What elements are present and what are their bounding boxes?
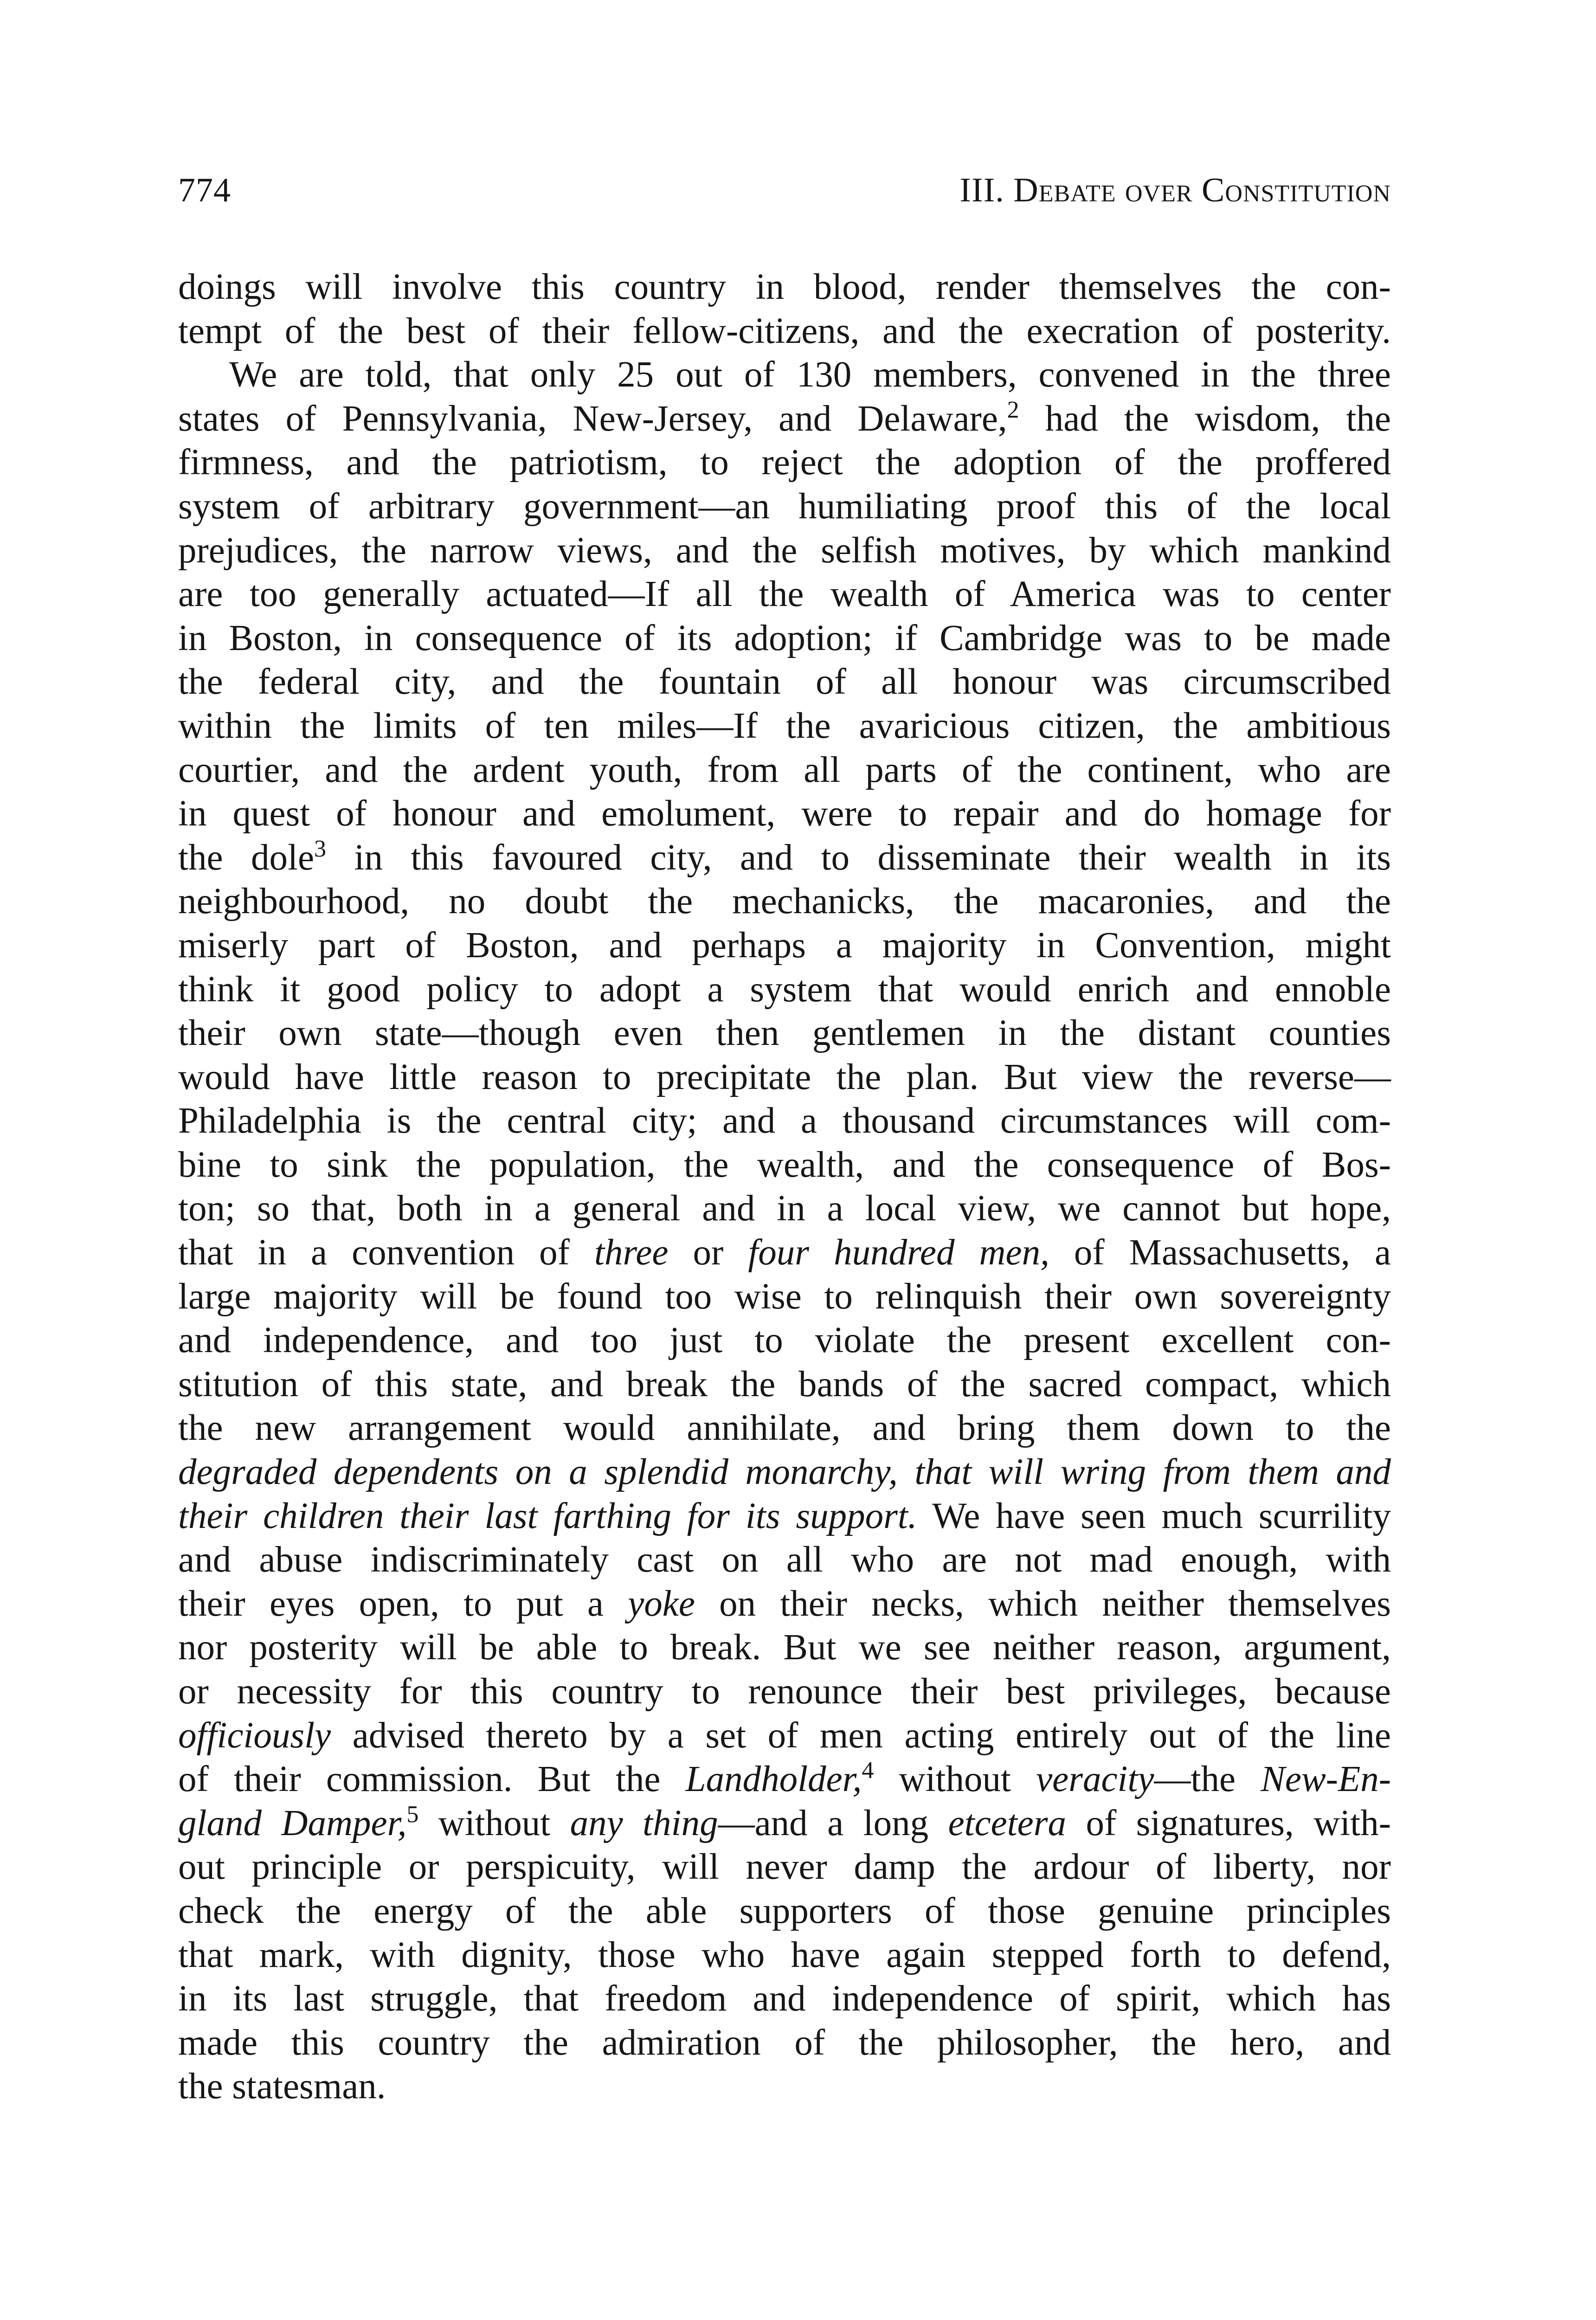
text-run: without — [874, 1759, 1036, 1800]
text-line — [178, 485, 1391, 529]
text-run: —the — [1154, 1759, 1261, 1800]
text-line — [178, 880, 1391, 924]
text-run: check the energy of the able supporters of those genuine principles — [178, 1890, 1391, 1931]
italic-text: their children their last farthing for its support. — [178, 1495, 917, 1536]
italic-text: yoke — [628, 1583, 695, 1624]
text-run: states of Pennsylvania, New-Jersey, and Delaware, — [178, 398, 1007, 439]
text-line — [178, 1099, 1391, 1143]
text-run: had the wisdom, the — [1019, 398, 1391, 439]
text-run: doings will involve this country in blood, render themselves the con- — [178, 267, 1391, 307]
text-line — [178, 792, 1391, 836]
text-line — [178, 617, 1391, 661]
text-line — [178, 1363, 1391, 1407]
text-run: of Massachusetts, a — [1049, 1232, 1391, 1273]
running-head: III. Debate over Constitution — [959, 171, 1391, 209]
text-line — [178, 968, 1391, 1012]
text-line — [178, 1056, 1391, 1100]
text-run: within the limits of ten miles—If the avaricious citizen, the ambitious — [178, 705, 1391, 746]
text-run: are too generally actuated—If all the wealth of America was to center — [178, 574, 1391, 615]
page-header — [178, 167, 1391, 218]
text-run: bine to sink the population, the wealth, and the consequence of Bos- — [178, 1144, 1391, 1185]
body-text — [178, 265, 1391, 2109]
text-run: and abuse indiscriminately cast on all who are not mad enough, with — [178, 1540, 1391, 1580]
text-line — [178, 441, 1391, 485]
text-run: prejudices, the narrow views, and the selfish motives, by which mankind — [178, 530, 1391, 571]
text-run: We have seen much scurrility — [917, 1495, 1391, 1536]
text-line — [178, 353, 1391, 397]
text-line — [178, 1275, 1391, 1319]
text-line — [178, 1012, 1391, 1056]
text-line — [178, 924, 1391, 968]
text-run: We are told, that only 25 out of 130 members, convened in the three — [229, 354, 1391, 395]
italic-text: gland Damper, — [178, 1803, 407, 1843]
footnote-marker: 4 — [862, 1757, 874, 1784]
text-run: courtier, and the ardent youth, from all parts of the continent, who are — [178, 749, 1391, 790]
text-line — [178, 1714, 1391, 1758]
text-run: or — [668, 1232, 748, 1273]
text-line — [178, 1977, 1391, 2021]
text-line — [178, 1845, 1391, 1889]
italic-text: New-En- — [1261, 1759, 1391, 1800]
text-run: the federal city, and the fountain of all honour was circumscribed — [178, 662, 1391, 702]
text-line — [178, 573, 1391, 617]
text-line — [178, 1319, 1391, 1363]
text-run: system of arbitrary government—an humiliating proof this of the local — [178, 486, 1391, 527]
text-run: tempt of the best of their fellow-citizens, and the execration of posterity. — [178, 310, 1391, 351]
text-run: the statesman. — [178, 2066, 386, 2107]
text-run: neighbourhood, no doubt the mechanicks, the macaronies, and the — [178, 881, 1391, 922]
text-run: of signatures, with- — [1066, 1803, 1391, 1843]
footnote-marker: 3 — [314, 835, 327, 862]
text-line — [178, 1187, 1391, 1231]
text-line — [178, 1538, 1391, 1582]
italic-text: four hundred men, — [748, 1232, 1049, 1273]
text-line — [178, 1626, 1391, 1670]
text-line — [178, 2021, 1391, 2065]
text-line — [178, 1582, 1391, 1626]
text-line — [178, 836, 1391, 880]
text-line — [178, 1231, 1391, 1275]
italic-text: degraded dependents on a splendid monarchy, that will wring from them and — [178, 1452, 1391, 1493]
text-run: in its last struggle, that freedom and independence of spirit, which has — [178, 1978, 1391, 2019]
text-run: in Boston, in consequence of its adoption; if Cambridge was to be made — [178, 618, 1391, 658]
text-line — [178, 1450, 1391, 1495]
text-line — [178, 1933, 1391, 1978]
text-line — [178, 309, 1391, 354]
footnote-marker: 2 — [1007, 396, 1019, 423]
text-line — [178, 1802, 1391, 1846]
text-run: without — [418, 1803, 570, 1843]
italic-text: three — [594, 1232, 669, 1273]
text-run: ton; so that, both in a general and in a local view, we cannot but hope, — [178, 1188, 1391, 1229]
text-line — [178, 704, 1391, 748]
italic-text: any thing — [570, 1803, 718, 1843]
text-run: miserly part of Boston, and perhaps a majority in Convention, might — [178, 925, 1391, 966]
text-run: their own state—though even then gentlemen in the distant counties — [178, 1013, 1391, 1054]
text-run: Philadelphia is the central city; and a thousand circumstances will com- — [178, 1101, 1391, 1141]
italic-text: Landholder, — [685, 1759, 862, 1800]
text-line — [178, 1406, 1391, 1450]
italic-text: officiously — [178, 1715, 331, 1756]
text-line — [178, 1889, 1391, 1933]
italic-text: etcetera — [948, 1803, 1066, 1843]
text-line — [178, 1495, 1391, 1539]
text-run: made this country the admiration of the philosopher, the hero, and — [178, 2022, 1391, 2063]
text-run: the new arrangement would annihilate, and bring them down to the — [178, 1408, 1391, 1449]
text-run: in this favoured city, and to disseminate their wealth in its — [326, 837, 1391, 878]
text-run: their eyes open, to put a — [178, 1583, 628, 1624]
text-run: out principle or perspicuity, will never damp the ardour of liberty, nor — [178, 1847, 1391, 1888]
text-line — [178, 2065, 1391, 2109]
text-line — [178, 265, 1391, 309]
text-line — [178, 660, 1391, 704]
text-run: think it good policy to adopt a system that would enrich and ennoble — [178, 969, 1391, 1010]
text-run: that in a convention of — [178, 1232, 595, 1273]
text-run: that mark, with dignity, those who have again stepped forth to defend, — [178, 1934, 1391, 1975]
text-run: large majority will be found too wise to relinquish their own sovereignty — [178, 1276, 1391, 1317]
text-line — [178, 1670, 1391, 1714]
text-run: in quest of honour and emolument, were to repair and do homage for — [178, 793, 1391, 834]
text-line — [178, 1758, 1391, 1802]
text-run: nor posterity will be able to break. But we see neither reason, argument, — [178, 1627, 1391, 1668]
text-run: of their commission. But the — [178, 1759, 686, 1800]
text-line — [178, 397, 1391, 441]
italic-text: veracity — [1036, 1759, 1154, 1800]
text-line — [178, 529, 1391, 573]
page-number: 774 — [178, 171, 231, 209]
footnote-marker: 5 — [406, 1801, 419, 1828]
text-run: advised thereto by a set of men acting entirely out of the line — [331, 1715, 1391, 1756]
text-run: or necessity for this country to renounce their best privileges, because — [178, 1671, 1391, 1712]
text-run: on their necks, which neither themselves — [695, 1583, 1391, 1624]
text-run: the dole — [178, 837, 315, 878]
text-run: and independence, and too just to violate the present excellent con- — [178, 1320, 1391, 1361]
text-run: stitution of this state, and break the bands of the sacred compact, which — [178, 1364, 1391, 1405]
text-run: firmness, and the patriotism, to reject the adoption of the proffered — [178, 442, 1391, 483]
text-line — [178, 748, 1391, 793]
text-line — [178, 1143, 1391, 1187]
text-run: would have little reason to precipitate the plan. But view the reverse— — [178, 1057, 1391, 1097]
text-run: —and a long — [718, 1803, 948, 1843]
